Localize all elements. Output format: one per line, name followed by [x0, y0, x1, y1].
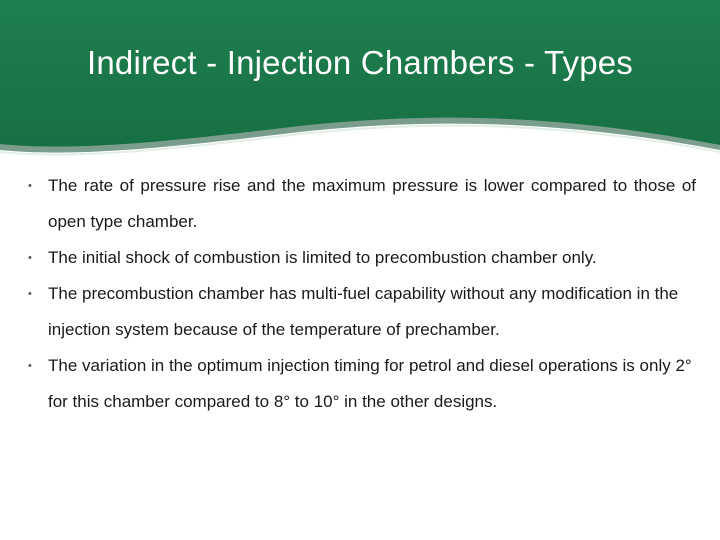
list-item	[28, 240, 696, 276]
bullet-text: The initial shock of combustion is limited to precombustion chamber only.	[48, 248, 597, 267]
bullet-text: The rate of pressure rise and the maximum pressure is lower compared to those of open type chamber.	[48, 176, 696, 231]
page-title: Indirect - Injection Chambers - Types	[86, 44, 634, 81]
bullet-icon: •	[28, 360, 32, 372]
bullet-icon: •	[28, 180, 32, 192]
bullet-list	[28, 168, 696, 420]
list-item	[28, 276, 696, 348]
title-banner	[0, 0, 720, 165]
bullet-text: The variation in the optimum injection timing for petrol and diesel operations is only 2° for this chamber compared to 8° to 10° in the other designs.	[48, 356, 692, 411]
list-item	[28, 168, 696, 240]
bullet-text: The precombustion chamber has multi-fuel capability without any modification in the injection system because of the temperature of prechamber.	[48, 284, 679, 339]
green-wave-banner	[0, 0, 720, 165]
bullet-icon: •	[28, 252, 32, 264]
bullet-icon: •	[28, 288, 32, 300]
list-item	[28, 348, 696, 420]
